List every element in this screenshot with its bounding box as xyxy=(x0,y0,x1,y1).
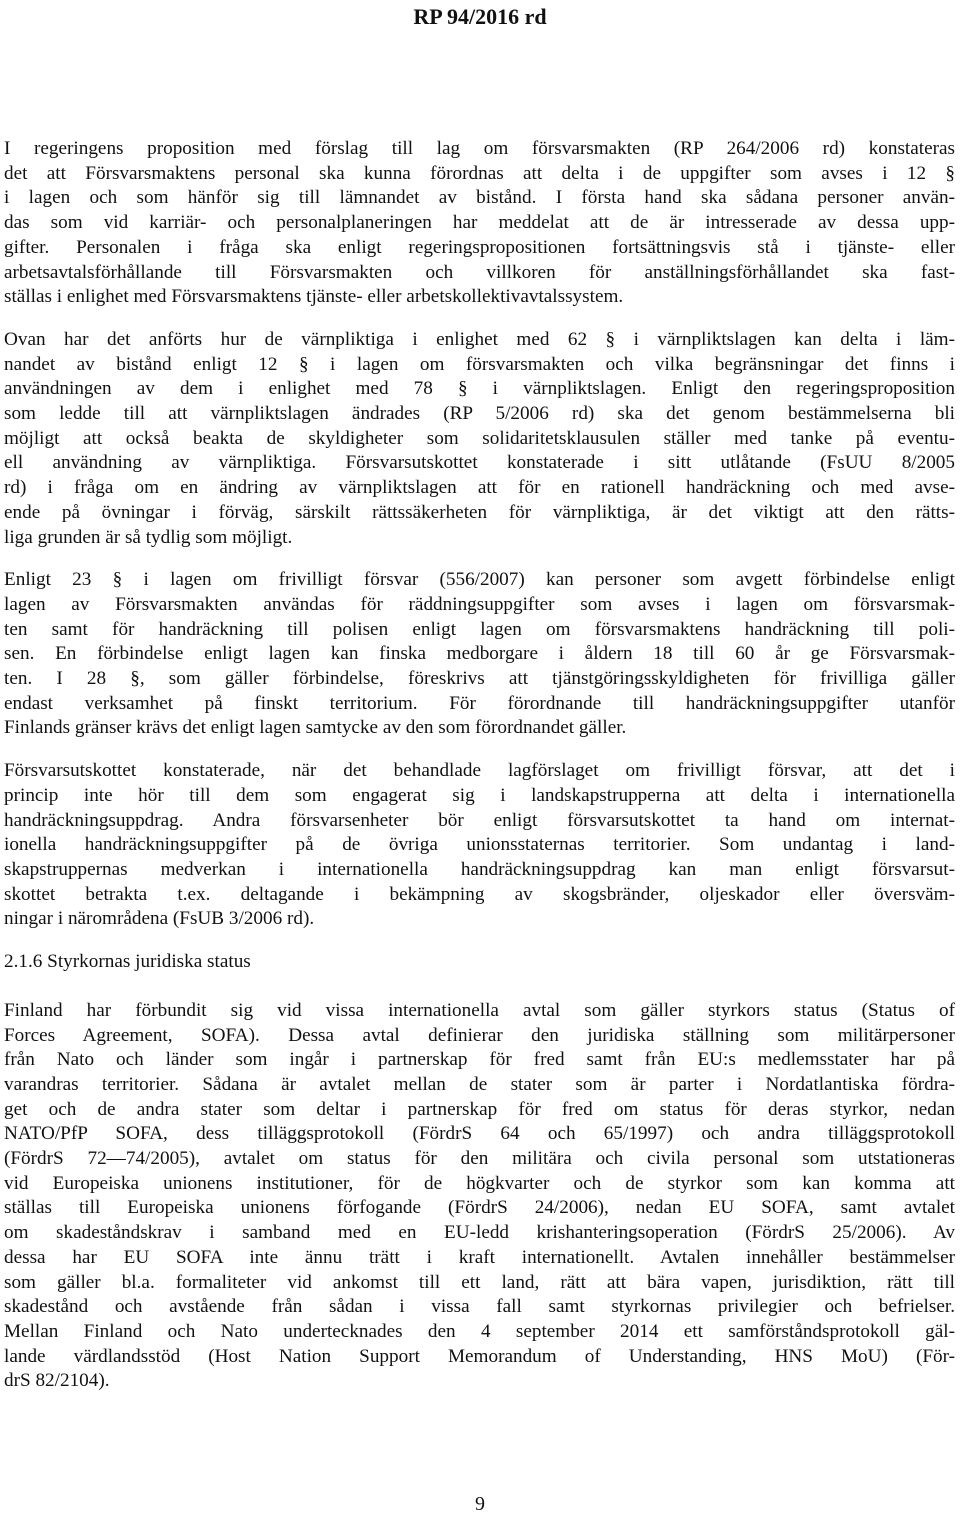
text-line: Ovan har det anförts hur de värnpliktiga i enlighet med 62 § i värnpliktslagen kan delta i läm- xyxy=(4,328,955,350)
text-line: som gäller bl.a. formaliteter vid ankomst till ett land, rätt att bära vapen, jurisdiktion, rätt till xyxy=(4,1271,955,1293)
text-line: NATO/PfP SOFA, dess tilläggsprotokoll (FördrS 64 och 65/1997) och andra tilläggsprotokoll xyxy=(4,1123,955,1145)
text-line: drS 82/2104). xyxy=(4,1370,110,1392)
text-line: I regeringens proposition med förslag till lag om försvarsmakten (RP 264/2006 rd) konstateras xyxy=(4,138,955,159)
text-line: Enligt 23 § i lagen om frivilligt försvar (556/2007) kan personer som avgett förbindelse enligt xyxy=(4,569,955,591)
text-line: Forces Agreement, SOFA). Dessa avtal definierar den juridiska ställning som militärpersoner xyxy=(4,1024,955,1046)
text-line: rd) i fråga om en ändring av värnpliktslagen att för en rationell handräckning och med avse- xyxy=(4,477,955,499)
text-line: get och de andra stater som deltar i partnerskap för fred om status för deras styrkor, nedan xyxy=(4,1098,955,1120)
paragraph-3 xyxy=(4,568,955,741)
text-line: handräckningsuppdrag. Andra försvarsenheter bör enligt försvarsutskottet ta hand om internat- xyxy=(4,809,955,831)
paragraph-4 xyxy=(4,759,955,932)
text-line: gifter. Personalen i fråga ska enligt regeringspropositionen fortsättningsvis stå i tjänste- eller xyxy=(4,236,955,258)
page-number: 9 xyxy=(475,1493,485,1515)
text-line: nandet av bistånd enligt 12 § i lagen om försvarsmakten och vilka begränsningar det finns i xyxy=(4,353,955,375)
text-line: ställas i enlighet med Försvarsmaktens tjänste- eller arbetskollektivavtalssystem. xyxy=(4,286,624,308)
text-line: das som vid karriär- och personalplaneringen har meddelat att de är intresserade av dessa upp- xyxy=(4,212,955,234)
text-line: det att Försvarsmaktens personal ska kunna förordnas att delta i de uppgifter som avses i 12 § xyxy=(4,162,955,184)
paragraph-5 xyxy=(4,999,955,1394)
text-line: i lagen och som hänför sig till lämnandet av bistånd. I första hand ska sådana personer använ- xyxy=(4,187,955,209)
text-line: princip inte hör till dem som engagerat sig i landskapstrupperna att delta i internationella xyxy=(4,784,955,806)
paragraph-2 xyxy=(4,328,955,550)
section-heading: 2.1.6 Styrkornas juridiska status xyxy=(4,951,251,973)
text-line: Finlands gränser krävs det enligt lagen samtycke av den som förordnandet gäller. xyxy=(4,717,627,739)
text-line: liga grunden är så tydlig som möjligt. xyxy=(4,526,293,548)
text-line: arbetsavtalsförhållande till Försvarsmakten och villkoren för anställningsförhållandet ska fast- xyxy=(4,261,955,283)
paragraph-1 xyxy=(4,137,955,310)
text-line: sen. En förbindelse enligt lagen kan finska medborgare i åldern 18 till 60 år ge Försvarsmak- xyxy=(4,643,955,665)
text-line: om skadeståndskrav i samband med en EU-ledd krishanteringsoperation (FördrS 25/2006). Av xyxy=(4,1222,955,1244)
text-line: användningen av dem i enlighet med 78 § i värnpliktslagen. Enligt den regeringsproposition xyxy=(4,378,955,400)
text-line: skapstruppernas medverkan i internationella handräckningsuppdrag kan man enligt försvarsut- xyxy=(4,858,955,880)
text-line: skottet betrakta t.ex. deltagande i bekämpning av skogsbränder, oljeskador eller översväm- xyxy=(4,883,955,905)
document-reference: RP 94/2016 rd xyxy=(413,4,547,29)
text-line: lande värdlandsstöd (Host Nation Support Memorandum of Understanding, HNS MoU) (För- xyxy=(4,1345,955,1367)
text-line: skadestånd och avstående från sådan i vissa fall samt styrkornas privilegier och befrielser. xyxy=(4,1296,955,1318)
text-line: som ledde till att värnpliktslagen ändrades (RP 5/2006 rd) ska det genom bestämmelserna bli xyxy=(4,403,955,425)
text-line: endast verksamhet på finskt territorium. För förordnande till handräckningsuppgifter utanför xyxy=(4,692,955,714)
text-line: vid Europeiska unionens institutioner, för de högkvarter och de styrkor som kan komma att xyxy=(4,1172,955,1194)
text-line: möjligt att också beakta de skyldigheter som solidaritetsklausulen ställer med tanke på eventu- xyxy=(4,427,955,449)
text-line: ten. I 28 §, som gäller förbindelse, föreskrivs att tjänstgöringsskyldigheten för frivilliga gäller xyxy=(4,668,955,690)
text-line: ningar i närområdena (FsUB 3/2006 rd). xyxy=(4,908,315,930)
text-line: från Nato och länder som ingår i partnerskap för fred samt från EU:s medlemsstater har på xyxy=(4,1049,955,1071)
text-line: (FördrS 72—74/2005), avtalet om status för den militära och civila personal som utstationeras xyxy=(4,1148,955,1170)
document-body xyxy=(4,137,955,1412)
text-line: lagen av Försvarsmakten användas för räddningsuppgifter som avses i lagen om försvarsmak- xyxy=(4,593,955,615)
text-line: ten samt för handräckning till polisen enligt lagen om försvarsmaktens handräckning till poli- xyxy=(4,618,955,640)
text-line: dessa har EU SOFA inte ännu trätt i kraft internationellt. Avtalen innehåller bestämmelser xyxy=(4,1246,955,1268)
text-line: Finland har förbundit sig vid vissa internationella avtal som gäller styrkors status (Status of xyxy=(4,999,955,1021)
text-line: ell användning av värnpliktiga. Försvarsutskottet konstaterade i sitt utlåtande (FsUU 8/2005 xyxy=(4,452,955,474)
text-line: ende på övningar i förväg, särskilt rättssäkerheten för värnpliktiga, är det viktigt att den rätts- xyxy=(4,501,955,523)
text-line: varandras territorier. Sådana är avtalet mellan de stater som är parter i Nordatlantiska fördra- xyxy=(4,1073,955,1095)
text-line: Mellan Finland och Nato undertecknades den 4 september 2014 ett samförståndsprotokoll gäl- xyxy=(4,1320,955,1342)
text-line: Försvarsutskottet konstaterade, när det behandlade lagförslaget om frivilligt försvar, att det i xyxy=(4,760,955,782)
text-line: ionella handräckningsuppgifter på de övriga unionsstaternas territorier. Som undantag i land- xyxy=(4,834,955,856)
text-line: ställas till Europeiska unionens förfogande (FördrS 24/2006), nedan EU SOFA, samt avtalet xyxy=(4,1197,955,1219)
